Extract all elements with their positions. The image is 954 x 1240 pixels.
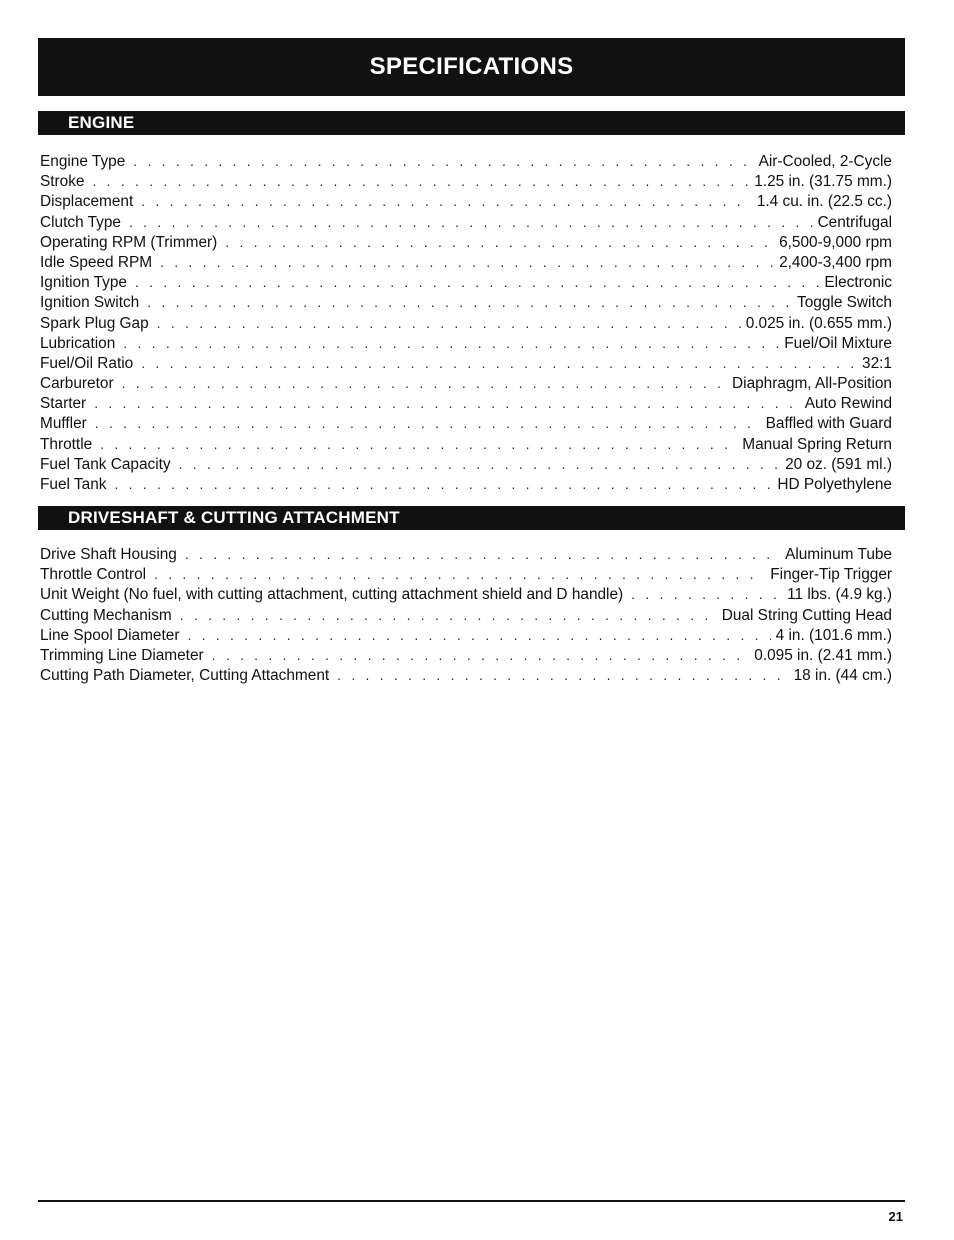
dot-leader bbox=[631, 586, 782, 602]
dot-leader bbox=[185, 546, 780, 562]
footer-divider bbox=[38, 1200, 905, 1202]
spec-label: Stroke bbox=[40, 173, 85, 191]
spec-value: 1.4 cu. in. (22.5 cc.) bbox=[756, 193, 892, 211]
dot-leader bbox=[114, 476, 772, 492]
spec-label: Throttle bbox=[40, 435, 93, 453]
spec-row bbox=[40, 274, 892, 294]
dot-leader bbox=[95, 415, 761, 431]
spec-row bbox=[40, 375, 892, 395]
spec-value: 32:1 bbox=[862, 354, 892, 372]
spec-row bbox=[40, 586, 892, 606]
dot-leader bbox=[141, 355, 857, 371]
dot-leader bbox=[123, 335, 779, 351]
spec-value: 2,400-3,400 rpm bbox=[779, 253, 892, 271]
spec-value: Auto Rewind bbox=[804, 395, 892, 413]
spec-label: Spark Plug Gap bbox=[40, 314, 149, 332]
spec-label: Throttle Control bbox=[40, 566, 147, 584]
spec-row bbox=[40, 294, 892, 314]
spec-value: 1.25 in. (31.75 mm.) bbox=[754, 173, 892, 191]
spec-label: Engine Type bbox=[40, 153, 126, 170]
dot-leader bbox=[92, 173, 749, 189]
spec-value: Dual String Cutting Head bbox=[721, 606, 892, 624]
dot-leader bbox=[225, 234, 774, 250]
spec-label: Trimming Line Diameter bbox=[40, 646, 204, 664]
spec-value: Fuel/Oil Mixture bbox=[784, 334, 892, 352]
dot-leader bbox=[122, 375, 727, 391]
spec-label: Lubrication bbox=[40, 334, 116, 352]
dot-leader bbox=[147, 294, 792, 310]
dot-leader bbox=[337, 667, 788, 683]
dot-leader bbox=[187, 627, 770, 643]
spec-label: Muffler bbox=[40, 415, 87, 433]
engine-spec-list bbox=[40, 153, 892, 496]
spec-row bbox=[40, 254, 892, 274]
spec-label: Displacement bbox=[40, 193, 134, 211]
spec-value: 11 lbs. (4.9 kg.) bbox=[787, 586, 892, 604]
spec-row bbox=[40, 315, 892, 335]
spec-value: 20 oz. (591 ml.) bbox=[785, 455, 892, 473]
driveshaft-spec-list bbox=[40, 546, 892, 687]
spec-row bbox=[40, 566, 892, 586]
driveshaft-section-title: DRIVESHAFT & CUTTING ATTACHMENT bbox=[68, 508, 400, 527]
dot-leader bbox=[157, 315, 741, 331]
spec-row bbox=[40, 627, 892, 647]
dot-leader bbox=[94, 395, 800, 411]
spec-row bbox=[40, 173, 892, 193]
page-title-bar bbox=[38, 38, 905, 96]
spec-label: Ignition Switch bbox=[40, 294, 140, 312]
spec-label: Line Spool Diameter bbox=[40, 626, 180, 644]
spec-label: Drive Shaft Housing bbox=[40, 546, 177, 563]
dot-leader bbox=[133, 153, 753, 169]
dot-leader bbox=[141, 193, 752, 209]
spec-row bbox=[40, 436, 892, 456]
spec-value: Diaphragm, All-Position bbox=[732, 375, 892, 393]
spec-label: Unit Weight (No fuel, with cutting attachment, cutting attachment shield and D handle) bbox=[40, 586, 624, 604]
page-title: SPECIFICATIONS bbox=[369, 53, 574, 80]
spec-label: Fuel Tank bbox=[40, 476, 107, 493]
dot-leader bbox=[154, 566, 765, 582]
spec-row bbox=[40, 153, 892, 173]
engine-section-title: ENGINE bbox=[68, 113, 135, 132]
dot-leader bbox=[212, 647, 750, 663]
spec-row bbox=[40, 476, 892, 496]
spec-label: Starter bbox=[40, 395, 87, 413]
spec-row bbox=[40, 214, 892, 234]
spec-value: Manual Spring Return bbox=[742, 435, 892, 453]
spec-label: Fuel Tank Capacity bbox=[40, 455, 171, 473]
dot-leader bbox=[135, 274, 819, 290]
spec-row bbox=[40, 456, 892, 476]
spec-row bbox=[40, 395, 892, 415]
spec-label: Ignition Type bbox=[40, 274, 127, 292]
spec-value: Toggle Switch bbox=[797, 294, 892, 312]
spec-label: Carburetor bbox=[40, 375, 114, 393]
dot-leader bbox=[160, 254, 774, 270]
driveshaft-section-header bbox=[38, 506, 905, 530]
spec-label: Clutch Type bbox=[40, 213, 121, 231]
dot-leader bbox=[180, 607, 717, 623]
spec-label: Idle Speed RPM bbox=[40, 253, 153, 271]
spec-row bbox=[40, 607, 892, 627]
spec-row bbox=[40, 546, 892, 566]
spec-value: 6,500-9,000 rpm bbox=[779, 233, 892, 251]
spec-value: 0.095 in. (2.41 mm.) bbox=[754, 646, 892, 664]
spec-label: Cutting Path Diameter, Cutting Attachment bbox=[40, 667, 330, 685]
spec-value: Air-Cooled, 2-Cycle bbox=[758, 153, 892, 170]
spec-row bbox=[40, 193, 892, 213]
spec-label: Fuel/Oil Ratio bbox=[40, 354, 134, 372]
page-number: 21 bbox=[888, 1209, 903, 1224]
spec-value: 18 in. (44 cm.) bbox=[793, 667, 892, 685]
dot-leader bbox=[129, 214, 813, 230]
dot-leader bbox=[179, 456, 780, 472]
spec-value: Baffled with Guard bbox=[765, 415, 892, 433]
spec-value: 0.025 in. (0.655 mm.) bbox=[745, 314, 892, 332]
spec-value: Centrifugal bbox=[817, 213, 892, 231]
spec-value: Aluminum Tube bbox=[785, 546, 892, 563]
spec-row bbox=[40, 667, 892, 687]
spec-value: Finger-Tip Trigger bbox=[770, 566, 892, 584]
spec-value: Electronic bbox=[824, 274, 892, 292]
spec-row bbox=[40, 647, 892, 667]
spec-value: HD Polyethylene bbox=[777, 476, 892, 493]
spec-label: Operating RPM (Trimmer) bbox=[40, 233, 218, 251]
spec-value: 4 in. (101.6 mm.) bbox=[775, 626, 892, 644]
spec-row bbox=[40, 335, 892, 355]
engine-section-header bbox=[38, 111, 905, 135]
spec-row bbox=[40, 234, 892, 254]
spec-row bbox=[40, 415, 892, 435]
spec-row bbox=[40, 355, 892, 375]
dot-leader bbox=[100, 436, 737, 452]
spec-label: Cutting Mechanism bbox=[40, 606, 172, 624]
